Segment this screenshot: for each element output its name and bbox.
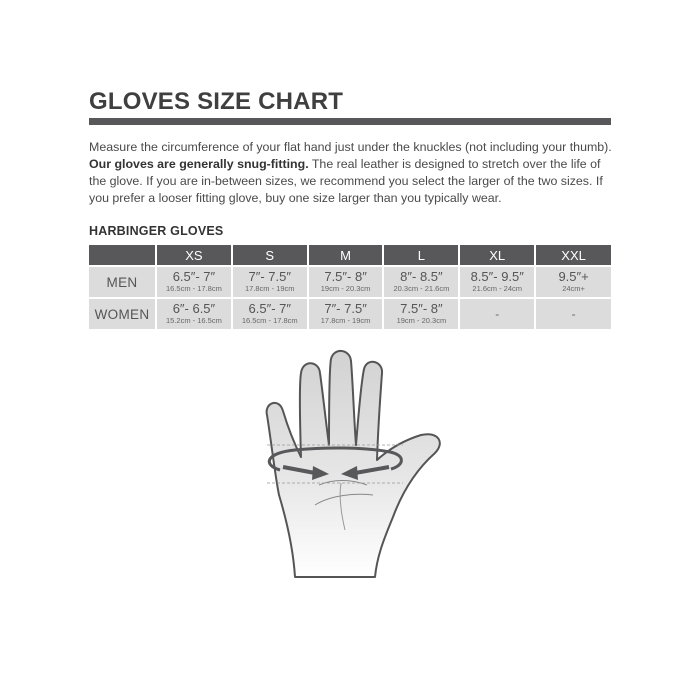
cell-inches: 6″- 6.5″ <box>172 301 216 316</box>
cell-empty: - <box>495 307 500 321</box>
section-title: HARBINGER GLOVES <box>89 224 224 238</box>
cell-cm: 19cm - 20.3cm <box>320 284 371 293</box>
cell-cm: 17.8cm - 19cm <box>320 316 371 325</box>
header-blank <box>89 245 156 266</box>
cell-women-l <box>383 298 459 329</box>
hand-measure-icon <box>255 345 450 620</box>
cell-men-m <box>308 266 384 298</box>
header-l: L <box>383 245 459 266</box>
cell-women-xl <box>459 298 535 329</box>
cell-men-xl <box>459 266 535 298</box>
cell-cm: 16.5cm - 17.8cm <box>241 316 298 325</box>
cell-women-xxl <box>535 298 611 329</box>
table-row <box>89 298 611 329</box>
header-s: S <box>232 245 308 266</box>
cell-inches: 8.5″- 9.5″ <box>470 269 524 284</box>
header-xxl: XXL <box>535 245 611 266</box>
cell-men-s <box>232 266 308 298</box>
hand-outline <box>267 351 440 577</box>
cell-inches: 7.5″- 8″ <box>324 269 367 284</box>
table-header-row <box>89 245 611 266</box>
cell-inches: 7″- 7.5″ <box>248 269 291 284</box>
cell-cm: 16.5cm - 17.8cm <box>165 284 222 293</box>
intro-paragraph <box>89 139 617 207</box>
cell-inches: 6.5″- 7″ <box>248 301 291 316</box>
cell-inches: 6.5″- 7″ <box>172 269 216 284</box>
cell-women-m <box>308 298 384 329</box>
row-label-women: WOMEN <box>89 298 156 329</box>
cell-cm: 21.6cm - 24cm <box>472 284 523 293</box>
table-row <box>89 266 611 298</box>
header-xl: XL <box>459 245 535 266</box>
title-rule <box>89 118 611 125</box>
cell-men-xs <box>156 266 232 298</box>
cell-inches: 9.5″+ <box>558 269 589 284</box>
header-xs: XS <box>156 245 232 266</box>
cell-cm: 24cm+ <box>562 284 585 293</box>
cell-women-xs <box>156 298 232 329</box>
cell-inches: 8″- 8.5″ <box>400 269 443 284</box>
intro-bold: Our gloves are generally snug-fitting. <box>89 157 309 171</box>
cell-cm: 19cm - 20.3cm <box>396 316 447 325</box>
intro-text-1: Measure the circumference of your flat hand just under the knuckles (not including your thumb). <box>89 140 612 154</box>
cell-inches: 7″- 7.5″ <box>324 301 367 316</box>
cell-inches: 7.5″- 8″ <box>400 301 443 316</box>
page-title: GLOVES SIZE CHART <box>89 88 344 115</box>
row-label-men: MEN <box>89 266 156 298</box>
size-table <box>89 245 611 329</box>
cell-cm: 17.8cm - 19cm <box>244 284 295 293</box>
cell-women-s <box>232 298 308 329</box>
cell-cm: 20.3cm - 21.6cm <box>393 284 450 293</box>
cell-empty: - <box>571 307 576 321</box>
cell-men-l <box>383 266 459 298</box>
cell-men-xxl <box>535 266 611 298</box>
cell-cm: 15.2cm - 16.5cm <box>165 316 222 325</box>
intro-text-2: The real leather is designed to stretch over the life of the glove. If you are in-between sizes, we recommend you select the larger of the two sizes. If you prefer a looser fitting glove, buy one size larger than you typically wear. <box>89 157 603 205</box>
header-m: M <box>308 245 384 266</box>
